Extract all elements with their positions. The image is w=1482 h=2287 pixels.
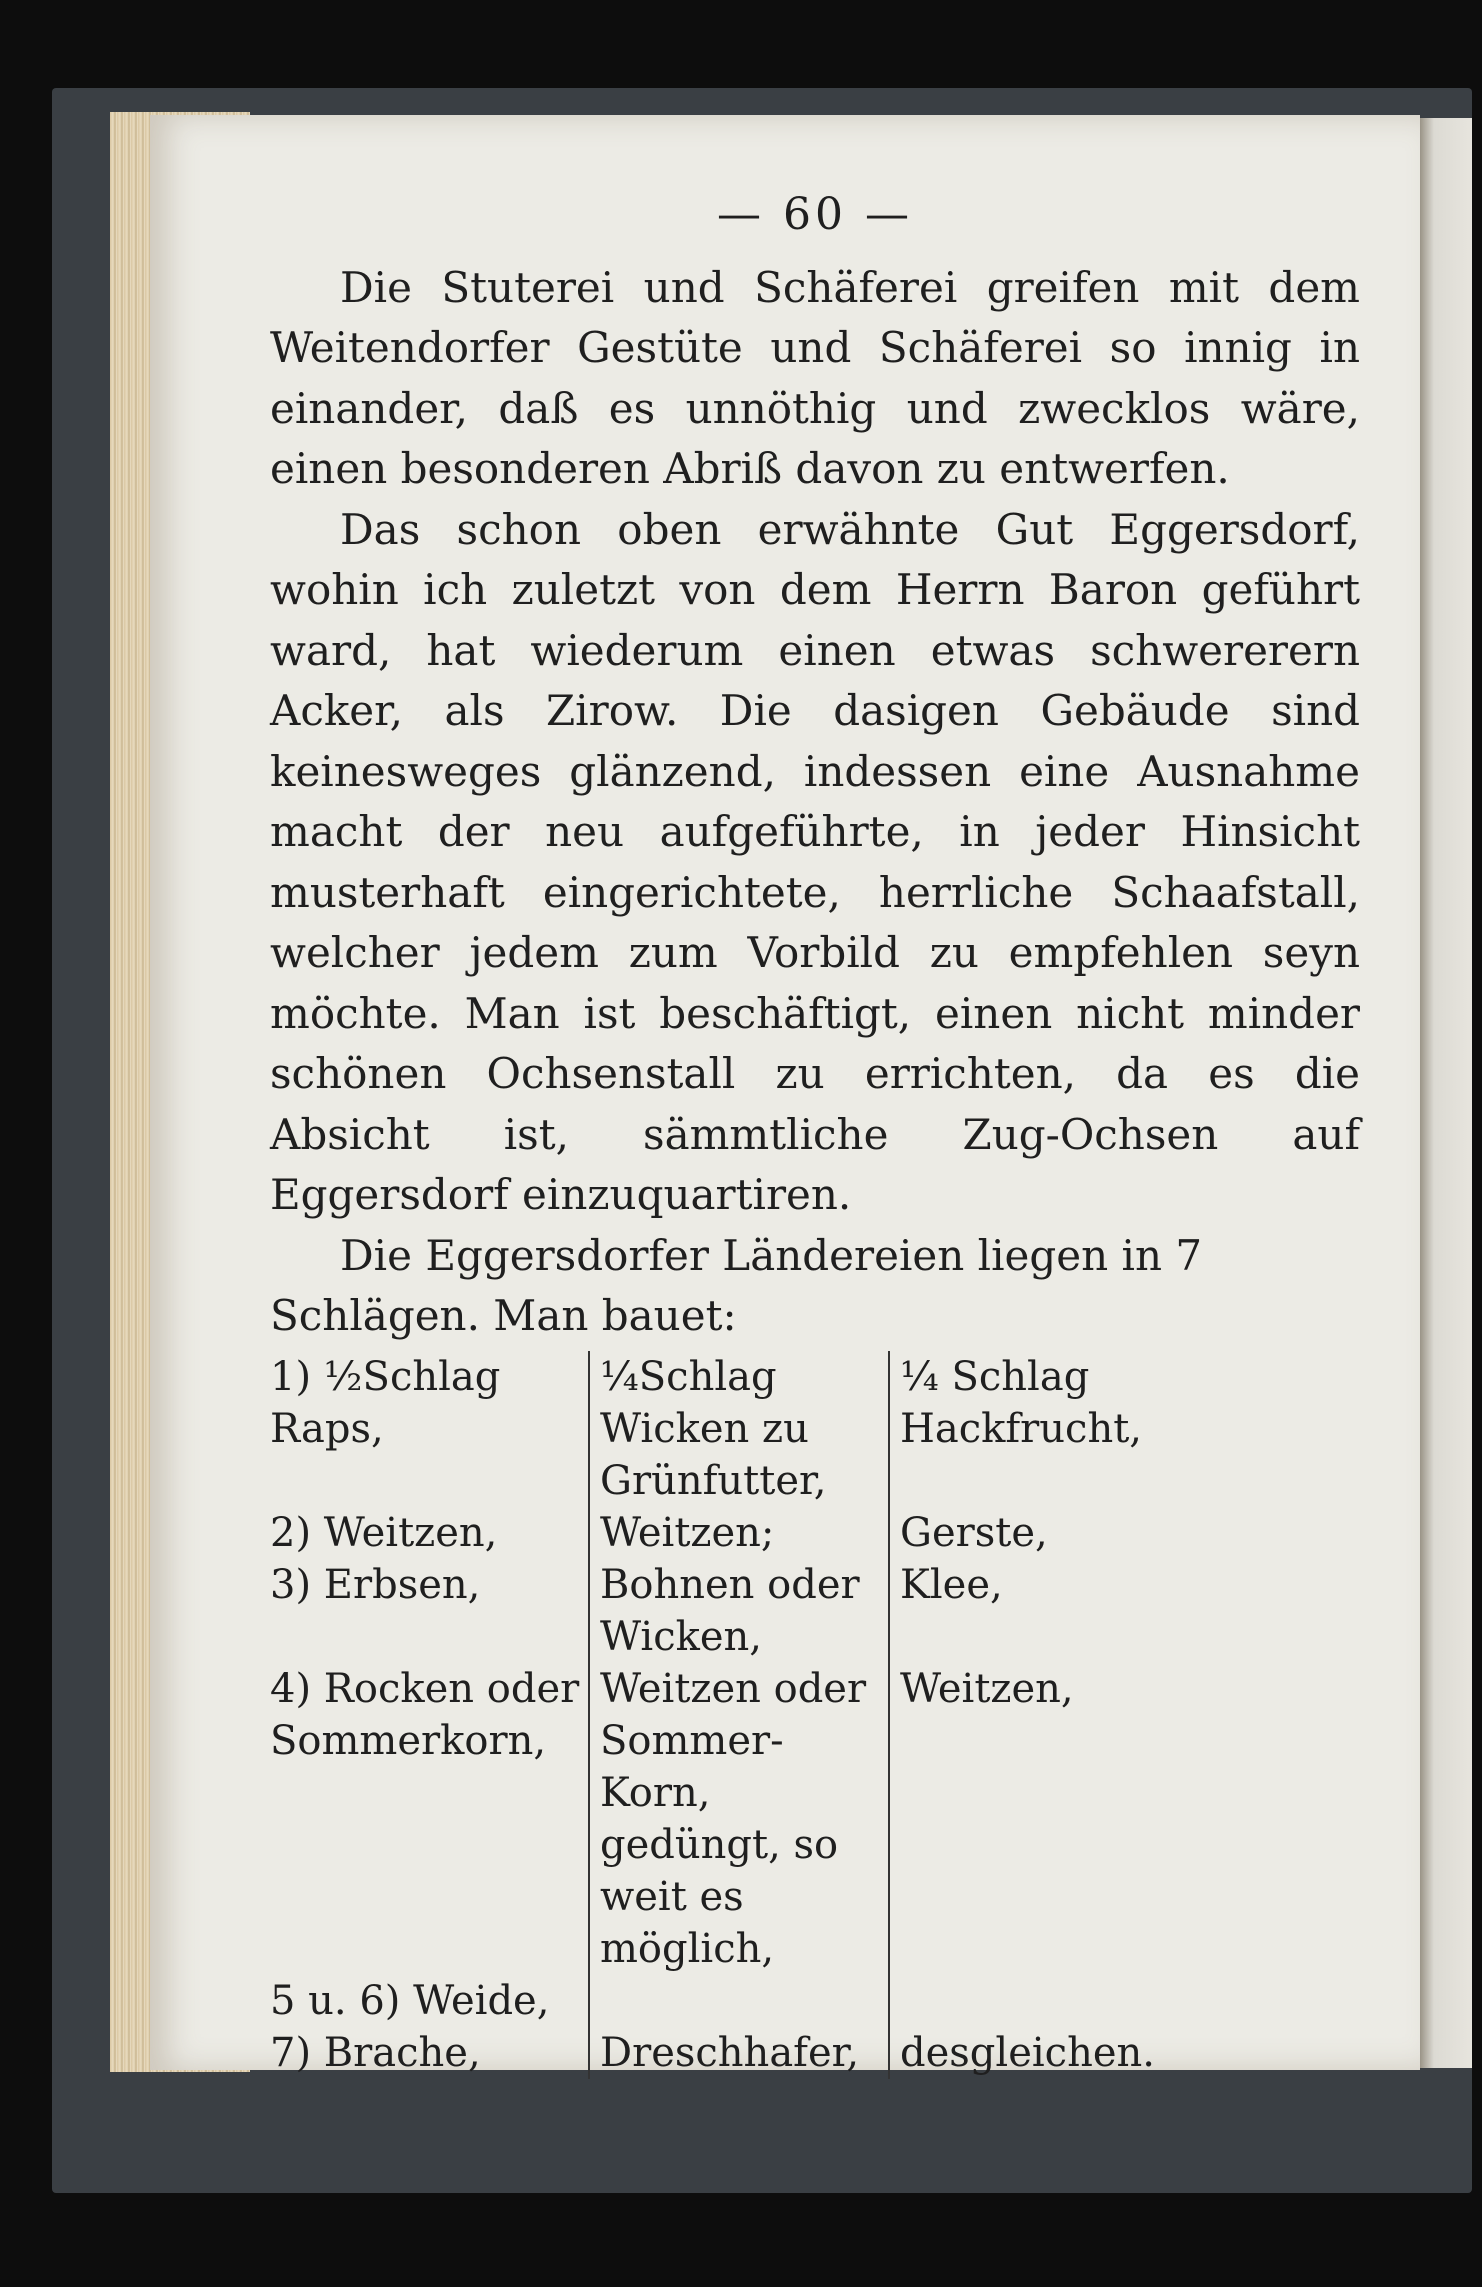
rotation-cell: 5 u. 6) Weide,	[270, 1977, 550, 2024]
rotation-cell: Weitzen,	[888, 1663, 1128, 1975]
paragraph-laendereien: Die Eggersdorfer Ländereien liegen in 7 Schlägen. Man bauet:	[270, 1230, 1203, 1340]
rotation-cell: 1) ½Schlag Raps,	[270, 1353, 501, 1452]
rotation-cell: ¼ Schlag Hackfrucht,	[888, 1351, 1128, 1507]
rotation-cell: desgleichen.	[888, 2027, 1128, 2079]
rotation-cell: Gerste,	[888, 1507, 1128, 1559]
rotation-cell: Bohnen oder Wicken,	[588, 1559, 888, 1663]
rotation-cell: Weitzen;	[588, 1507, 888, 1559]
page-number: — 60 —	[717, 189, 913, 240]
paragraph-eggersdorf: Das schon oben erwähnte Gut Eggersdorf, wohin ich zuletzt von dem Herrn Baron geführt ward, hat wiederum einen etwas schwererern Acker, als Zirow. Die dasigen Gebäude sind keinesweges glänzend, indessen eine Ausnahme macht der neu aufgeführte, in jeder Hinsicht musterhaft eingerichtete, herrliche Schaafstall, welcher jedem zum Vorbild zu empfehlen seyn möchte. Man ist beschäftigt, einen nicht minder schönen Ochsenstall zu errichten, da es die Absicht ist, sämmtliche Zug-Ochsen auf Eggersdorf einzuquartiren.	[270, 504, 1360, 1219]
rotation-cell	[888, 1975, 1128, 2027]
rotation-cell: Weitzen oder Sommer-Korn, gedüngt, so weit es möglich,	[588, 1663, 888, 1975]
paragraph-stuterei: Die Stuterei und Schäferei greifen mit dem Weitendorfer Gestüte und Schäferei so innig in einander, daß es unnöthig und zwecklos wäre, einen besonderen Abriß davon zu entwerfen.	[270, 262, 1360, 493]
facing-page-edge	[1420, 118, 1472, 2068]
rotation-cell: Dreschhafer,	[588, 2027, 888, 2079]
rotation-cell: 3) Erbsen,	[270, 1561, 481, 1608]
rotation-cell: 7) Brache,	[270, 2029, 481, 2076]
crop-rotation-table	[270, 1351, 1360, 2079]
rotation-cell: Klee,	[888, 1559, 1128, 1663]
rotation-cell	[588, 1975, 888, 2027]
rotation-cell: 2) Weitzen,	[270, 1509, 498, 1556]
rotation-cell: ¼Schlag Wicken zu Grünfutter,	[588, 1351, 888, 1507]
page-text	[270, 185, 1360, 2079]
rotation-cell: 4) Rocken oder Sommerkorn,	[270, 1665, 580, 1764]
